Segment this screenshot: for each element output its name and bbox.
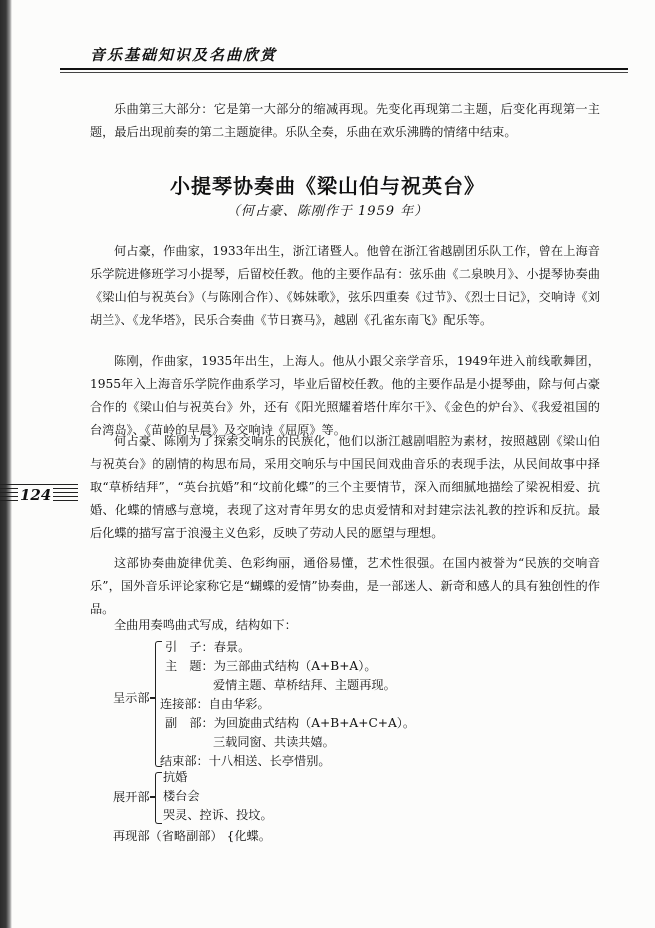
row-text: 自由华彩。 — [208, 697, 270, 711]
development-brace — [155, 772, 162, 824]
row-key: 副 部： — [165, 716, 214, 730]
paragraph-reception: 这部协奏曲旋律优美、色彩绚丽，通俗易懂，艺术性很强。在国内被誉为“民族的交响音乐”，国外音乐评论家称它是“蝴蝶的爱情”协奏曲，是一部迷人、新奇和感人的具有独创性的作品。 — [90, 556, 600, 616]
exposition-label: 呈示部 — [113, 691, 150, 705]
row-key: 主 题： — [165, 659, 214, 673]
exposition-row — [213, 733, 335, 751]
piece-title: 小提琴协奏曲《梁山伯与祝英台》 — [170, 174, 485, 198]
row-text: 爱情主题、草桥结拜、主题再现。 — [213, 678, 396, 692]
paragraph-structure-intro: 全曲用奏鸣曲式写成，结构如下： — [114, 618, 297, 632]
row-text: 十八相送、长亭惜别。 — [208, 754, 331, 768]
header-rule — [60, 68, 628, 70]
scan-binding-edge — [0, 0, 12, 928]
recapitulation-row — [113, 827, 271, 845]
row-text: 春景。 — [213, 640, 251, 654]
exposition-row — [165, 638, 250, 656]
intro-paragraph: 乐曲第三大部分：它是第一大部分的缩减再现。先变化再现第二主题，后变化再现第一主题，最后出现前奏的第二主题旋律。乐队全奏，乐曲在欢乐沸腾的情绪中结束。 — [90, 102, 600, 139]
page-number-marker — [0, 480, 80, 510]
paragraph-he-zhanhao: 何占豪，作曲家，1933年出生，浙江诸暨人。他曾在浙江省越剧团乐队工作，曾在上海音乐学院进修班学习小提琴，后留校任教。他的主要作品有：弦乐曲《二泉映月》、小提琴协奏曲《梁山伯与祝英台》（与陈刚合作）、《姊妹歌》，弦乐四重奏《过节》、《烈士日记》，交响诗《刘胡兰》、《龙华塔》，民乐合奏曲《节日赛马》，越剧《孔雀东南飞》配乐等。 — [90, 244, 600, 327]
row-text: 三载同窗、共读共嬉。 — [213, 735, 335, 749]
paragraph-chen-gang: 陈刚，作曲家，1935年出生，上海人。他从小跟父亲学音乐，1949年进入前线歌舞团，1955年入上海音乐学院作曲系学习，毕业后留校任教。他的主要作品是小提琴曲，除与何占豪合作的《梁山伯与祝英台》外，还有《阳光照耀着塔什库尔干》、《金色的炉台》、《我爱祖国的台湾岛》、《苗岭的早晨》及交响诗《屈原》等。 — [90, 354, 600, 437]
development-row: 哭灵、控诉、投坟。 — [163, 808, 273, 822]
development-row: 楼台会 — [163, 789, 200, 803]
page-number: 124 — [20, 486, 52, 504]
development-label: 展开部 — [113, 790, 150, 804]
row-key: 结束部： — [160, 754, 209, 768]
recapitulation-text: 化蝶。 — [234, 829, 271, 843]
row-text: 为回旋曲式结构（A+B+A+C+A）。 — [213, 716, 416, 730]
exposition-row — [160, 695, 270, 713]
header-rule-thin — [60, 72, 628, 73]
exposition-row — [213, 676, 396, 694]
development-row: 抗婚 — [163, 770, 188, 784]
paragraph-composition: 何占豪、陈刚为了探索交响乐的民族化，他们以浙江越剧唱腔为素材，按照越剧《梁山伯与祝英台》的剧情的构思布局，采用交响乐与中国民间戏曲音乐的表现手法，从民间故事中择取“草桥结拜”，“英台抗婚”和“坟前化蝶”的三个主要情节，深入而细腻地描绘了梁祝相爱、抗婚、化蝶的情感与意境，表现了这对青年男女的忠贞爱情和对封建宗法礼教的控诉和反抗。最后化蝶的描写富于浪漫主义色彩，反映了劳动人民的愿望与理想。 — [90, 434, 600, 540]
recapitulation-label: 再现部（省略副部） — [113, 829, 223, 843]
row-key: 引 子： — [165, 640, 214, 654]
exposition-brace-tick — [150, 697, 155, 699]
development-brace-tick — [150, 796, 155, 798]
running-header: 音乐基础知识及名曲欣赏 — [90, 46, 278, 64]
piece-subtitle: （何占豪、陈刚作于 1959 年） — [226, 204, 429, 219]
row-text: 为三部曲式结构（A+B+A）。 — [213, 659, 377, 673]
page-number-rule — [0, 484, 78, 485]
recapitulation-brace: { — [226, 829, 235, 843]
exposition-row — [165, 714, 415, 732]
row-key: 连接部： — [160, 697, 209, 711]
exposition-row — [165, 657, 377, 675]
